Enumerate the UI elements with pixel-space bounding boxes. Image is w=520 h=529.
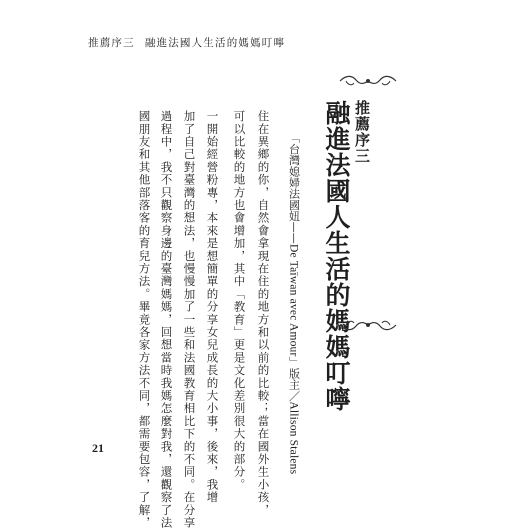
running-header-section: 推薦序三 <box>88 37 135 49</box>
byline-slash: ／ <box>287 390 301 402</box>
body-line-5: 過程中，我不只觀察身邊的臺灣媽媽，回想當時我媽怎麼對我，還觀察了法 <box>159 110 174 529</box>
ornament-flourish-bottom <box>338 318 398 332</box>
body-line-6: 國朋友和其他部落客的育兒方法。畢竟各家方法不同，都需要包容，了解， <box>137 110 152 529</box>
byline-dash: —— <box>287 221 301 245</box>
page-number: 21 <box>92 441 104 455</box>
byline-blog-name: De Taïwan avec Amour <box>287 244 300 357</box>
byline-author: Allison Stalens <box>287 401 300 475</box>
byline-prefix: 「台灣媳婦法國妞 <box>287 132 301 222</box>
body-line-1: 住在異鄉的你，自然會拿現在住的地方和以前的比較；當在國外生小孩， <box>256 110 271 517</box>
body-line-3: 一開始經營粉專，本來是想簡單的分享女兒成長的大小事，後來，我增 <box>205 110 220 504</box>
section-label: 推薦序三 <box>353 100 371 164</box>
body-line-2: 可以比較的地方也會增加，其中「教育」更是文化差別很大的部分。 <box>232 110 247 491</box>
running-header <box>88 35 338 50</box>
byline-closing: 」版主 <box>287 356 301 391</box>
author-byline <box>287 132 300 474</box>
ornament-flourish-top <box>338 74 398 88</box>
running-header-title: 融進法國人生活的媽媽叮嚀 <box>144 37 286 49</box>
chapter-title: 融進法國人生活的媽媽叮嚀 <box>322 100 351 412</box>
body-line-4: 加了自己對臺灣的想法，也慢慢加了一些和法國教育相比下的不同。在分享 <box>182 110 197 529</box>
